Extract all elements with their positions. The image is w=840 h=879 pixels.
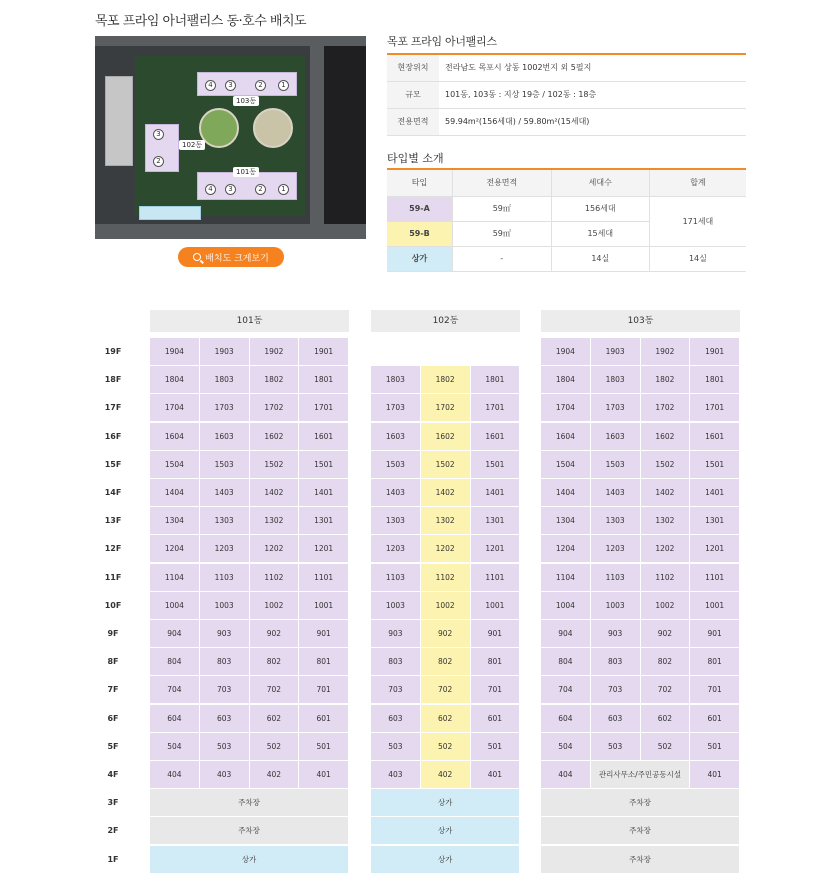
unit-cell-101[interactable]: 504 xyxy=(150,733,199,760)
unit-cell-102[interactable]: 1303 xyxy=(371,507,420,534)
unit-cell-103[interactable]: 1201 xyxy=(690,535,739,562)
info-row: 규모 101동, 103동 : 지상 19층 / 102동 : 18층 xyxy=(387,81,746,108)
unit-cell-103[interactable]: 602 xyxy=(641,705,690,732)
unit-cell-101[interactable]: 1802 xyxy=(250,366,299,393)
floor-label: 9F xyxy=(107,629,119,638)
low-floor-101[interactable]: 주차장 xyxy=(150,789,348,816)
unit-cell-101[interactable]: 1301 xyxy=(299,507,348,534)
unit-cell-103[interactable]: 1101 xyxy=(690,564,739,591)
unit-cell-101[interactable]: 1903 xyxy=(200,338,249,365)
low-floor-102[interactable]: 상가 xyxy=(371,846,519,873)
unit-cell-103[interactable]: 1704 xyxy=(541,394,590,421)
floor-label: 10F xyxy=(104,600,122,610)
unit-cell-103[interactable]: 1104 xyxy=(541,564,590,591)
unit-cell-103[interactable]: 902 xyxy=(641,620,690,647)
unit-cell-102[interactable]: 1602 xyxy=(421,423,470,450)
search-icon xyxy=(193,253,201,261)
floor-label: 17F xyxy=(104,403,122,413)
unit-cell-101[interactable]: 1001 xyxy=(299,592,348,619)
unit-cell-101[interactable]: 1102 xyxy=(250,564,299,591)
floor-label: 11F xyxy=(104,572,122,582)
floor-label: 2F xyxy=(107,826,119,836)
unit-cell-103[interactable]: 502 xyxy=(641,733,690,760)
unit-cell-103[interactable]: 1603 xyxy=(591,423,640,450)
unit-cell-102[interactable]: 1802 xyxy=(421,366,470,393)
area-header: 전용면적 xyxy=(452,169,551,196)
unit-cell-102[interactable]: 1401 xyxy=(471,479,520,506)
unit-cell-103[interactable]: 404 xyxy=(541,761,590,788)
info-table xyxy=(387,53,746,136)
unit-cell-101[interactable]: 804 xyxy=(150,648,199,675)
unit-cell-101[interactable]: 1101 xyxy=(299,564,348,591)
unit-cell-103[interactable]: 704 xyxy=(541,676,590,703)
unit-cell-101[interactable]: 602 xyxy=(250,705,299,732)
page-title: 목포 프라임 아너팰리스 동·호수 배치도 xyxy=(95,14,307,29)
unit-cell-102[interactable]: 801 xyxy=(471,648,520,675)
unit-cell-101[interactable]: 1701 xyxy=(299,394,348,421)
unit-cell-103[interactable]: 1302 xyxy=(641,507,690,534)
unit-cell-102[interactable]: 1703 xyxy=(371,394,420,421)
unit-cell-101[interactable]: 1003 xyxy=(200,592,249,619)
unit-cell-103[interactable]: 1702 xyxy=(641,394,690,421)
unit-cell-103[interactable]: 1902 xyxy=(641,338,690,365)
zoom-siteplan-label: 배치도 크게보기 xyxy=(205,253,269,264)
unit-cell-102[interactable]: 802 xyxy=(421,648,470,675)
unit-cell-101[interactable]: 402 xyxy=(250,761,299,788)
unit-cell-101[interactable]: 1604 xyxy=(150,423,199,450)
floor-label: 5F xyxy=(107,741,119,751)
floor-label: 16F xyxy=(104,431,122,441)
unit-cell-102[interactable]: 1102 xyxy=(421,564,470,591)
unit-cell-102[interactable]: 703 xyxy=(371,676,420,703)
low-floor-103[interactable]: 주차장 xyxy=(541,817,739,844)
unit-cell-101[interactable]: 1503 xyxy=(200,451,249,478)
floor-label: 8F xyxy=(107,657,119,667)
zoom-siteplan-button[interactable] xyxy=(178,247,284,267)
unit-cell-102[interactable]: 603 xyxy=(371,705,420,732)
unit-cell-101[interactable]: 703 xyxy=(200,676,249,703)
unit-cell-103[interactable]: 803 xyxy=(591,648,640,675)
unit-cell-101[interactable]: 1103 xyxy=(200,564,249,591)
unit-cell-102[interactable]: 1001 xyxy=(471,592,520,619)
units-header: 세대수 xyxy=(551,169,649,196)
unit-cell-102[interactable]: 1202 xyxy=(421,535,470,562)
floor-label: 19F xyxy=(104,347,122,356)
unit-cell-103[interactable]: 901 xyxy=(690,620,739,647)
unit-cell-102[interactable]: 901 xyxy=(471,620,520,647)
unit-cell-103[interactable]: 503 xyxy=(591,733,640,760)
unit-cell-102[interactable]: 1301 xyxy=(471,507,520,534)
unit-cell-101[interactable]: 403 xyxy=(200,761,249,788)
type-row: 상가 - 14실 14실 xyxy=(387,246,746,271)
unit-cell-101[interactable]: 1502 xyxy=(250,451,299,478)
unit-cell-103[interactable]: 701 xyxy=(690,676,739,703)
low-floor-101[interactable]: 주차장 xyxy=(150,817,348,844)
unit-cell-101[interactable]: 803 xyxy=(200,648,249,675)
unit-cell-102[interactable]: 1702 xyxy=(421,394,470,421)
unit-cell-101[interactable]: 1404 xyxy=(150,479,199,506)
unit-cell-103[interactable]: 1703 xyxy=(591,394,640,421)
unit-cell-102[interactable]: 1403 xyxy=(371,479,420,506)
unit-cell-102[interactable]: 401 xyxy=(471,761,520,788)
unit-cell-101[interactable]: 901 xyxy=(299,620,348,647)
floor-label: 13F xyxy=(104,516,122,526)
info-row: 전용면적 59.94m²(156세대) / 59.80m²(15세대) xyxy=(387,108,746,135)
unit-cell-102[interactable]: 702 xyxy=(421,676,470,703)
unit-cell-102[interactable]: 1803 xyxy=(371,366,420,393)
unit-cell-101[interactable]: 1302 xyxy=(250,507,299,534)
unit-cell-103[interactable]: 1402 xyxy=(641,479,690,506)
unit-cell-103[interactable]: 1904 xyxy=(541,338,590,365)
info-title: 목포 프라임 아너팰리스 xyxy=(387,35,497,48)
unit-cell-101[interactable]: 1704 xyxy=(150,394,199,421)
unit-cell-102[interactable]: 803 xyxy=(371,648,420,675)
unit-cell-101[interactable]: 501 xyxy=(299,733,348,760)
unit-cell-103[interactable]: 1401 xyxy=(690,479,739,506)
unit-cell-101[interactable]: 1204 xyxy=(150,535,199,562)
unit-cell-103[interactable]: 801 xyxy=(690,648,739,675)
low-floor-103[interactable]: 주차장 xyxy=(541,846,739,873)
unit-cell-101[interactable]: 801 xyxy=(299,648,348,675)
unit-cell-103[interactable]: 1204 xyxy=(541,535,590,562)
floor-label: 15F xyxy=(104,459,122,469)
unit-cell-101[interactable]: 601 xyxy=(299,705,348,732)
unit-cell-102[interactable]: 1203 xyxy=(371,535,420,562)
unit-cell-102[interactable]: 602 xyxy=(421,705,470,732)
unit-cell-101[interactable]: 904 xyxy=(150,620,199,647)
unit-cell-102[interactable]: 501 xyxy=(471,733,520,760)
merged-total: 171세대 xyxy=(649,196,746,246)
unit-cell-101[interactable]: 1401 xyxy=(299,479,348,506)
dong-header-101: 101동 xyxy=(150,310,349,332)
unit-cell-103[interactable]: 1103 xyxy=(591,564,640,591)
floor-label: 14F xyxy=(104,488,122,497)
unit-cell-101[interactable]: 401 xyxy=(299,761,348,788)
unit-cell-101[interactable]: 1602 xyxy=(250,423,299,450)
unit-cell-101[interactable]: 1104 xyxy=(150,564,199,591)
unit-cell-102[interactable]: 1801 xyxy=(471,366,520,393)
unit-cell-103[interactable]: 802 xyxy=(641,648,690,675)
low-floor-102[interactable]: 상가 xyxy=(371,817,519,844)
unit-cell-103[interactable]: 1602 xyxy=(641,423,690,450)
unit-cell-101[interactable]: 902 xyxy=(250,620,299,647)
unit-cell-103[interactable]: 1102 xyxy=(641,564,690,591)
unit-cell-101[interactable]: 1004 xyxy=(150,592,199,619)
unit-cell-101[interactable]: 903 xyxy=(200,620,249,647)
unit-cell-103[interactable]: 1002 xyxy=(641,592,690,619)
unit-cell-103[interactable]: 1304 xyxy=(541,507,590,534)
unit-cell-101[interactable]: 1803 xyxy=(200,366,249,393)
unit-cell-102[interactable]: 1502 xyxy=(421,451,470,478)
unit-cell-103[interactable]: 1404 xyxy=(541,479,590,506)
site-plan-image: 4 3 2 1 103동 3 2 102동 101동 4 3 2 1 xyxy=(95,36,366,239)
dong-header-103: 103동 xyxy=(541,310,740,332)
unit-cell-102[interactable]: 1201 xyxy=(471,535,520,562)
unit-cell-103[interactable]: 1004 xyxy=(541,592,590,619)
dong-header-102: 102동 xyxy=(371,310,520,332)
unit-cell-102[interactable]: 1003 xyxy=(371,592,420,619)
unit-cell-103[interactable]: 1203 xyxy=(591,535,640,562)
unit-cell-103[interactable]: 504 xyxy=(541,733,590,760)
unit-cell-102[interactable]: 902 xyxy=(421,620,470,647)
unit-cell-103[interactable]: 1001 xyxy=(690,592,739,619)
unit-cell-102[interactable]: 1002 xyxy=(421,592,470,619)
unit-cell-101[interactable]: 1801 xyxy=(299,366,348,393)
unit-cell-103[interactable]: 1403 xyxy=(591,479,640,506)
unit-cell-101[interactable]: 1203 xyxy=(200,535,249,562)
floor-label: 7F xyxy=(107,685,119,695)
unit-cell-101[interactable]: 1402 xyxy=(250,479,299,506)
unit-cell-102[interactable]: 903 xyxy=(371,620,420,647)
unit-cell-102[interactable]: 1501 xyxy=(471,451,520,478)
type-row: 59-B 59㎡ 15세대 xyxy=(387,221,746,246)
low-floor-102[interactable]: 상가 xyxy=(371,789,519,816)
unit-cell-101[interactable]: 1904 xyxy=(150,338,199,365)
unit-cell-101[interactable]: 1304 xyxy=(150,507,199,534)
unit-cell-103[interactable]: 1803 xyxy=(591,366,640,393)
total-header: 합계 xyxy=(649,169,746,196)
unit-cell-101[interactable]: 1703 xyxy=(200,394,249,421)
unit-cell-102[interactable]: 1302 xyxy=(421,507,470,534)
unit-cell-101[interactable]: 702 xyxy=(250,676,299,703)
unit-cell-101[interactable]: 1804 xyxy=(150,366,199,393)
floor-label: 18F xyxy=(104,375,122,385)
unit-cell-103[interactable]: 604 xyxy=(541,705,590,732)
facility-cell-103[interactable]: 관리사무소/주민공동시설 xyxy=(591,761,690,788)
unit-cell-101[interactable]: 1601 xyxy=(299,423,348,450)
unit-cell-102[interactable]: 1503 xyxy=(371,451,420,478)
unit-cell-103[interactable]: 1504 xyxy=(541,451,590,478)
unit-cell-101[interactable]: 1504 xyxy=(150,451,199,478)
unit-cell-103[interactable]: 1303 xyxy=(591,507,640,534)
unit-cell-101[interactable]: 1202 xyxy=(250,535,299,562)
unit-cell-103[interactable]: 401 xyxy=(690,761,739,788)
unit-cell-102[interactable]: 701 xyxy=(471,676,520,703)
unit-cell-103[interactable]: 703 xyxy=(591,676,640,703)
type-header: 타입 xyxy=(387,169,452,196)
unit-cell-101[interactable]: 1303 xyxy=(200,507,249,534)
unit-cell-101[interactable]: 404 xyxy=(150,761,199,788)
low-floor-101[interactable]: 상가 xyxy=(150,846,348,873)
unit-cell-103[interactable]: 1301 xyxy=(690,507,739,534)
unit-cell-103[interactable]: 1502 xyxy=(641,451,690,478)
floor-label: 12F xyxy=(104,544,122,554)
unit-cell-101[interactable]: 502 xyxy=(250,733,299,760)
unit-cell-102[interactable]: 1402 xyxy=(421,479,470,506)
unit-cell-101[interactable]: 704 xyxy=(150,676,199,703)
floor-label: 1F xyxy=(107,854,119,864)
type-title: 타입별 소개 xyxy=(387,152,444,165)
unit-cell-103[interactable]: 1802 xyxy=(641,366,690,393)
unit-cell-102[interactable]: 1603 xyxy=(371,423,420,450)
unit-cell-101[interactable]: 701 xyxy=(299,676,348,703)
unit-cell-102[interactable]: 403 xyxy=(371,761,420,788)
unit-cell-101[interactable]: 603 xyxy=(200,705,249,732)
unit-cell-101[interactable]: 1902 xyxy=(250,338,299,365)
unit-cell-101[interactable]: 1901 xyxy=(299,338,348,365)
unit-cell-102[interactable]: 503 xyxy=(371,733,420,760)
unit-cell-101[interactable]: 1501 xyxy=(299,451,348,478)
unit-cell-103[interactable]: 1804 xyxy=(541,366,590,393)
unit-cell-102[interactable]: 402 xyxy=(421,761,470,788)
floor-label: 4F xyxy=(107,770,119,779)
unit-cell-102[interactable]: 1103 xyxy=(371,564,420,591)
info-row: 현장위치 전라남도 목포시 상동 1002번지 외 5필지 xyxy=(387,54,746,81)
unit-cell-101[interactable]: 503 xyxy=(200,733,249,760)
unit-cell-103[interactable]: 501 xyxy=(690,733,739,760)
unit-cell-103[interactable]: 702 xyxy=(641,676,690,703)
unit-cell-103[interactable]: 1901 xyxy=(690,338,739,365)
type-row: 59-A 59㎡ 156세대 171세대 xyxy=(387,196,746,221)
unit-cell-103[interactable]: 1701 xyxy=(690,394,739,421)
low-floor-103[interactable]: 주차장 xyxy=(541,789,739,816)
unit-cell-101[interactable]: 604 xyxy=(150,705,199,732)
unit-cell-101[interactable]: 1201 xyxy=(299,535,348,562)
unit-cell-103[interactable]: 1801 xyxy=(690,366,739,393)
unit-cell-103[interactable]: 603 xyxy=(591,705,640,732)
unit-cell-101[interactable]: 802 xyxy=(250,648,299,675)
unit-cell-103[interactable]: 1202 xyxy=(641,535,690,562)
unit-cell-103[interactable]: 1604 xyxy=(541,423,590,450)
unit-cell-102[interactable]: 502 xyxy=(421,733,470,760)
unit-cell-103[interactable]: 1503 xyxy=(591,451,640,478)
type-table xyxy=(387,168,746,272)
floor-label: 6F xyxy=(107,713,119,723)
unit-cell-103[interactable]: 1003 xyxy=(591,592,640,619)
unit-cell-101[interactable]: 1603 xyxy=(200,423,249,450)
unit-cell-103[interactable]: 1903 xyxy=(591,338,640,365)
unit-cell-102[interactable]: 1701 xyxy=(471,394,520,421)
unit-cell-103[interactable]: 601 xyxy=(690,705,739,732)
unit-cell-101[interactable]: 1403 xyxy=(200,479,249,506)
unit-cell-103[interactable]: 1501 xyxy=(690,451,739,478)
floor-label: 3F xyxy=(107,798,119,808)
unit-cell-103[interactable]: 804 xyxy=(541,648,590,675)
unit-cell-102[interactable]: 1101 xyxy=(471,564,520,591)
unit-cell-102[interactable]: 601 xyxy=(471,705,520,732)
unit-cell-103[interactable]: 903 xyxy=(591,620,640,647)
unit-cell-102[interactable]: 1601 xyxy=(471,423,520,450)
unit-cell-103[interactable]: 1601 xyxy=(690,423,739,450)
unit-cell-101[interactable]: 1002 xyxy=(250,592,299,619)
unit-cell-103[interactable]: 904 xyxy=(541,620,590,647)
unit-cell-101[interactable]: 1702 xyxy=(250,394,299,421)
